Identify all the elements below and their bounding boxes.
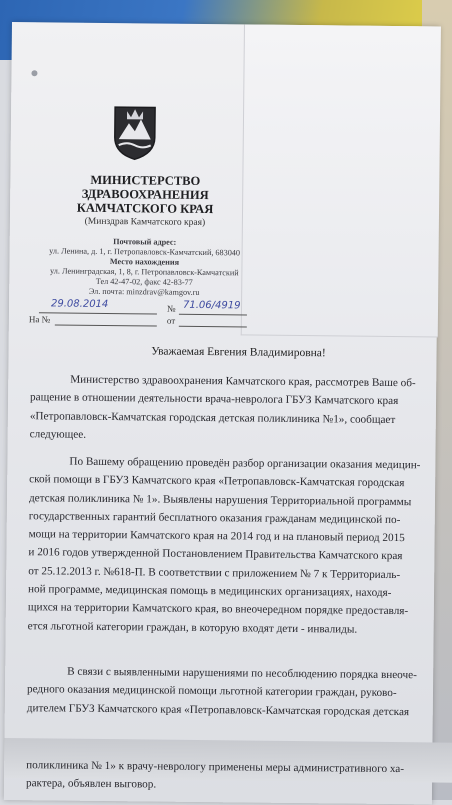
from-label: от (166, 315, 176, 326)
text-line: ется льготной категории граждан, в которую входят дети - инвалиды. (27, 619, 358, 636)
location-address: ул. Ленинградская, 1, 8, г. Петропавловск-Камчатский (50, 266, 239, 278)
text-line: детская поликлиника № 1». Выявлены нарушения Территориальной программы (28, 491, 412, 508)
from-underline (179, 326, 247, 328)
text-line: «Петропавловск-Камчатская городская детская поликлиника №1», сообщает (29, 409, 396, 426)
text-line: рактера, объявлен выговор. (25, 777, 157, 791)
ministry-short-name: (Минздрав Камчатского края) (84, 216, 206, 229)
postal-label-text: Почтовый адрес: (113, 237, 177, 247)
text-line: следующее. (29, 428, 87, 441)
text-line: Министерство здравоохранения Камчатского края, рассмотрев Ваше об- (70, 373, 416, 390)
paragraph-3-continued (26, 756, 422, 797)
phone-fax: Тел 42-47-02, факс 42-83-77 (95, 276, 193, 287)
to-number-label: На № (28, 314, 51, 325)
email: Эл. почта: minzdrav@kamgov.ru (88, 286, 200, 297)
greeting: Уважаемая Евгения Владимировна! (151, 345, 326, 360)
number-prefix: № (166, 303, 176, 314)
ministry-name (60, 173, 230, 217)
date-underline (39, 312, 157, 314)
text-line: дителем ГБУЗ Камчатского края «Петропавловск-Камчатская городская детская (26, 701, 410, 718)
postal-address: ул. Ленина, д. 1, г. Петропавловск-Камчатский, 683040 (49, 246, 241, 258)
text-line: и 2016 годов утвержденной Постановлением Правительства Камчатского края (28, 546, 403, 563)
number-handwritten: 71.06/4919 (182, 299, 241, 312)
text-line: В связи с выявленными нарушениями по несоблюдению порядка внеоче- (67, 665, 417, 682)
text-line: ращение в отношении деятельности врача-невролога ГБУЗ Камчатского края (30, 391, 399, 408)
text-line: государственных гарантий бесплатного оказания гражданам медицинской по- (28, 510, 401, 526)
text-line: ской помощи в ГБУЗ Камчатского края «Петропавловск-Камчатская городская (29, 473, 405, 490)
to-number-underline (55, 324, 157, 326)
paragraph-2 (28, 452, 426, 639)
text-line: По Вашему обращению проведён разбор организации оказания медицин- (69, 455, 421, 472)
ministry-name-line: МИНИСТЕРСТВО (90, 172, 201, 188)
number-underline (179, 314, 247, 316)
location-label-text: Место нахождения (109, 257, 180, 267)
text-line: мощи на территории Камчатского края на 2014 год и на плановый период 2015 (28, 528, 405, 545)
paragraph-1 (30, 370, 427, 447)
ministry-name-line: КАМЧАТСКОГО КРАЯ (76, 200, 214, 217)
date-handwritten: 29.08.2014 (50, 298, 109, 311)
paragraph-3 (27, 662, 424, 721)
folded-corner (241, 24, 441, 337)
text-line: щихся на территории Камчатского края, во внеочередном порядке предоставля- (27, 601, 409, 618)
letter-page (4, 22, 440, 804)
text-line: редного оказания медицинской помощи льготной категории граждан, руково- (26, 683, 397, 700)
text-line: ной программе, медицинская помощь в медицинских организациях, находя- (27, 583, 392, 600)
punch-hole (31, 70, 37, 76)
text-line: от 25.12.2013 г. №618-П. В соответствии с приложением № 7 к Территориаль- (28, 564, 401, 581)
text-line: поликлиника № 1» к врачу-неврологу применены меры административного ха- (26, 759, 405, 776)
ministry-name-line: ЗДРАВООХРАНЕНИЯ (81, 186, 209, 203)
kamchatka-emblem-icon (111, 103, 160, 161)
